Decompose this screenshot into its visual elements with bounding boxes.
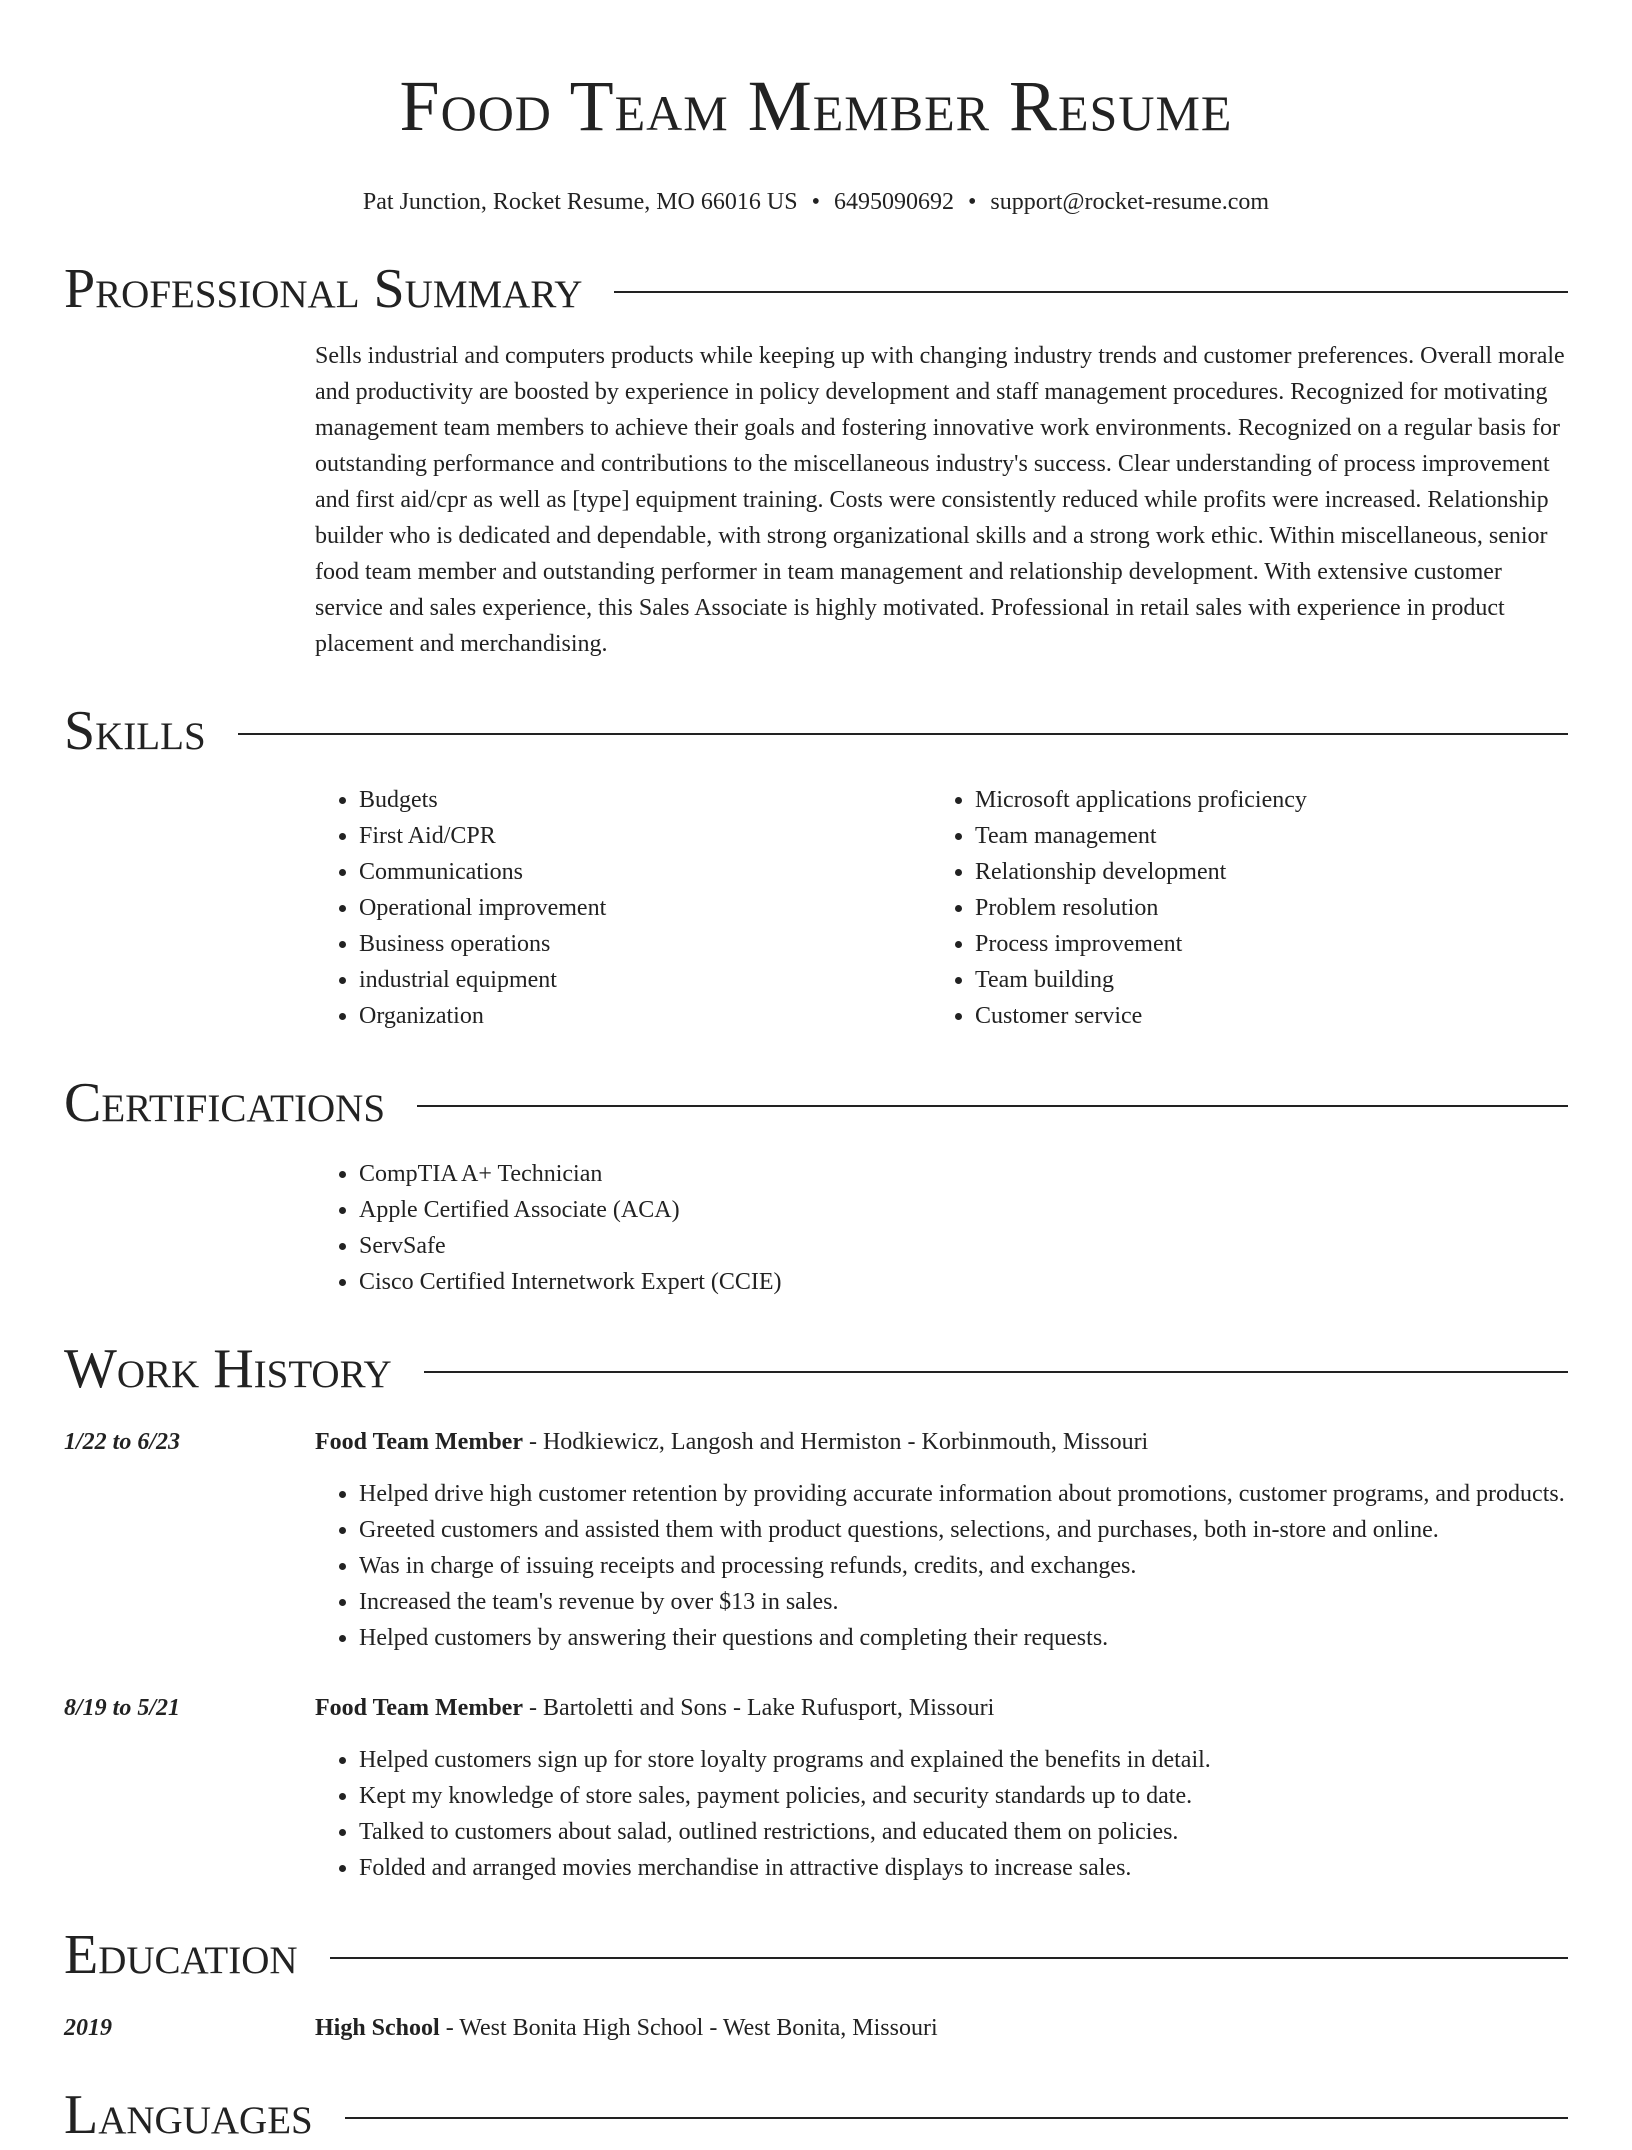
skills-column-left <box>315 782 931 1034</box>
job-bullet: • Increased the team's revenue by over $13 in sales. <box>359 1584 1568 1620</box>
job-details <box>315 1690 1568 1886</box>
certification-item: • Cisco Certified Internetwork Expert (CCIE) <box>359 1264 1568 1300</box>
job-bullet: • Kept my knowledge of store sales, payment policies, and security standards up to date. <box>359 1778 1568 1814</box>
certification-item: • Apple Certified Associate (ACA) <box>359 1192 1568 1228</box>
skill-item: • Organization <box>359 998 931 1034</box>
skill-item: • Team management <box>975 818 1547 854</box>
certification-item: • ServSafe <box>359 1228 1568 1264</box>
certification-item: • CompTIA A+ Technician <box>359 1156 1568 1192</box>
contact-email[interactable]: support@rocket-resume.com <box>990 189 1270 215</box>
job-bullet: • Helped drive high customer retention by providing accurate information about promotions, customer programs, and products. <box>359 1476 1568 1512</box>
education-heading-line <box>315 2010 938 2046</box>
skill-item: • Microsoft applications proficiency <box>975 782 1547 818</box>
resume-page <box>64 0 1568 2150</box>
contact-line <box>64 184 1568 220</box>
job-title: Food Team Member <box>315 1695 523 1721</box>
skill-item: • Customer service <box>975 998 1547 1034</box>
education-school: - West Bonita High School - West Bonita, Missouri <box>439 2015 938 2041</box>
job-heading <box>315 1424 1568 1460</box>
skill-item: • Budgets <box>359 782 931 818</box>
education-heading: Education <box>64 1924 298 1986</box>
job-entry <box>64 1424 1568 1656</box>
job-dates: 1/22 to 6/23 <box>64 1429 181 1455</box>
skill-item: • Communications <box>359 854 931 890</box>
skill-item: • Operational improvement <box>359 890 931 926</box>
work-history-heading: Work History <box>64 1338 392 1400</box>
job-title: Food Team Member <box>315 1429 523 1455</box>
section-divider <box>238 733 1568 735</box>
section-divider <box>345 2117 1568 2119</box>
education-section-header <box>64 1920 1568 1990</box>
section-divider <box>417 1105 1568 1107</box>
skill-item: • Team building <box>975 962 1547 998</box>
languages-section-header <box>64 2080 1568 2150</box>
job-dates: 8/19 to 5/21 <box>64 1695 181 1721</box>
education-degree: High School <box>315 2015 440 2041</box>
job-heading <box>315 1690 1568 1726</box>
languages-heading: Languages <box>64 2084 313 2146</box>
summary-text: Sells industrial and computers products while keeping up with changing industry trends and customer preferences. Overall morale and productivity are boosted by experience in policy development and staff management procedures. Recognized for motivating management team members to achieve their goals and fostering innovative work environments. Recognized on a regular basis for outstanding performance and contributions to the miscellaneous industry's success. Clear understanding of process improvement and first aid/cpr as well as [type] equipment training. Costs were consistently reduced while profits were increased. Relationship builder who is dedicated and dependable, with strong organizational skills and a strong work ethic. Within miscellaneous, senior food team member and outstanding performer in team management and relationship development. With extensive customer service and sales experience, this Sales Associate is highly motivated. Professional in retail sales with experience in product placement and merchandising. <box>315 343 1565 657</box>
job-bullet: • Helped customers sign up for store loyalty programs and explained the benefits in detail. <box>359 1742 1568 1778</box>
job-bullet: • Talked to customers about salad, outlined restrictions, and educated them on policies. <box>359 1814 1568 1850</box>
job-employer: - Hodkiewicz, Langosh and Hermiston - Korbinmouth, Missouri <box>522 1429 1149 1455</box>
skills-section-header <box>64 696 1568 766</box>
skill-item: • Relationship development <box>975 854 1547 890</box>
contact-address: Pat Junction, Rocket Resume, MO 66016 US <box>362 189 798 215</box>
skills-column-right <box>931 782 1547 1034</box>
certifications-list <box>315 1156 1568 1300</box>
page-title: Food Team Member Resume <box>399 66 1233 146</box>
contact-separator: • <box>811 189 820 215</box>
education-entry <box>64 2010 1568 2046</box>
contact-phone: 6495090692 <box>833 189 954 215</box>
job-bullet: • Was in charge of issuing receipts and processing refunds, credits, and exchanges. <box>359 1548 1568 1584</box>
skill-item: • industrial equipment <box>359 962 931 998</box>
work-history-section-header <box>64 1334 1568 1404</box>
job-details <box>315 1424 1568 1656</box>
skill-item: • Problem resolution <box>975 890 1547 926</box>
job-employer: - Bartoletti and Sons - Lake Rufusport, Missouri <box>522 1695 995 1721</box>
certifications-heading: Certifications <box>64 1072 386 1134</box>
skill-item: • First Aid/CPR <box>359 818 931 854</box>
job-bullet: • Helped customers by answering their questions and completing their requests. <box>359 1620 1568 1656</box>
job-bullet: • Greeted customers and assisted them with product questions, selections, and purchases, both in-store and online. <box>359 1512 1568 1548</box>
certifications-section-header <box>64 1068 1568 1138</box>
skill-item: • Process improvement <box>975 926 1547 962</box>
skills-list <box>315 782 1568 1034</box>
summary-heading: Professional Summary <box>64 258 583 320</box>
education-year: 2019 <box>64 2015 112 2041</box>
section-divider <box>424 1371 1568 1373</box>
section-divider <box>614 291 1568 293</box>
summary-section-header <box>64 254 1568 324</box>
section-divider <box>330 1957 1568 1959</box>
job-entry <box>64 1690 1568 1886</box>
contact-separator: • <box>967 189 977 215</box>
job-bullet: • Folded and arranged movies merchandise in attractive displays to increase sales. <box>359 1850 1568 1886</box>
skill-item: • Business operations <box>359 926 931 962</box>
skills-heading: Skills <box>64 700 206 762</box>
